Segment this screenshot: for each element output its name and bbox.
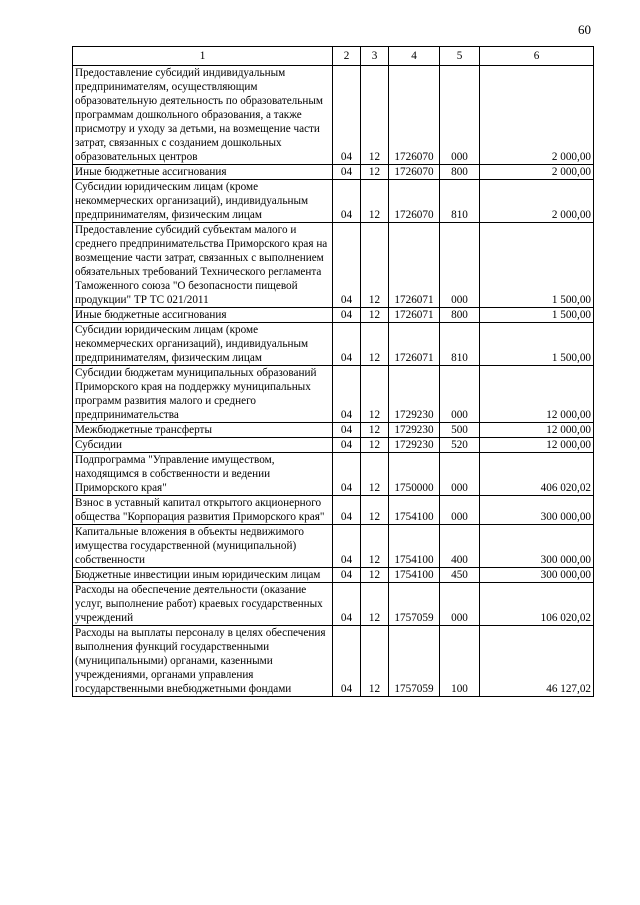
row-name: Иные бюджетные ассигнования: [73, 165, 333, 180]
row-section: 04: [333, 180, 361, 223]
row-expense-type: 400: [440, 525, 480, 568]
row-target-code: 1757059: [389, 626, 440, 697]
row-target-code: 1726071: [389, 223, 440, 308]
row-name: Расходы на выплаты персоналу в целях обеспечения выполнения функций государственными (муниципальными) органами, казенными учреждениями, органами управления государственными внебюджетными фондами: [73, 626, 333, 697]
table-row: [73, 180, 594, 223]
table-row: [73, 323, 594, 366]
row-section: 04: [333, 223, 361, 308]
row-expense-type: 810: [440, 180, 480, 223]
row-target-code: 1729230: [389, 438, 440, 453]
row-target-code: 1729230: [389, 366, 440, 423]
table-row: [73, 223, 594, 308]
row-amount: 1 500,00: [480, 223, 594, 308]
table-row: [73, 496, 594, 525]
row-amount: 1 500,00: [480, 308, 594, 323]
table-row: [73, 165, 594, 180]
row-amount: 300 000,00: [480, 496, 594, 525]
row-section: 04: [333, 423, 361, 438]
row-target-code: 1754100: [389, 525, 440, 568]
row-section: 04: [333, 438, 361, 453]
row-section: 04: [333, 525, 361, 568]
header-row: [73, 47, 594, 66]
row-expense-type: 500: [440, 423, 480, 438]
row-target-code: 1726071: [389, 323, 440, 366]
row-target-code: 1754100: [389, 496, 440, 525]
row-section: 04: [333, 626, 361, 697]
row-section: 04: [333, 308, 361, 323]
row-amount: 12 000,00: [480, 423, 594, 438]
row-subsection: 12: [361, 626, 389, 697]
row-section: 04: [333, 366, 361, 423]
row-subsection: 12: [361, 496, 389, 525]
row-target-code: 1750000: [389, 453, 440, 496]
row-expense-type: 800: [440, 165, 480, 180]
row-subsection: 12: [361, 308, 389, 323]
row-target-code: 1726070: [389, 180, 440, 223]
table-row: [73, 568, 594, 583]
row-target-code: 1726070: [389, 66, 440, 165]
row-amount: 2 000,00: [480, 180, 594, 223]
row-subsection: 12: [361, 180, 389, 223]
row-expense-type: 000: [440, 453, 480, 496]
header-col-6: 6: [480, 47, 594, 66]
row-expense-type: 800: [440, 308, 480, 323]
row-amount: 2 000,00: [480, 66, 594, 165]
row-name: Предоставление субсидий субъектам малого и среднего предпринимательства Приморского края на возмещение части затрат, связанных с выполнением обязательных требований Технического регламента Таможенного союза "О безопасности пищевой продукции" ТР ТС 021/2011: [73, 223, 333, 308]
row-name: Иные бюджетные ассигнования: [73, 308, 333, 323]
row-amount: 12 000,00: [480, 438, 594, 453]
table-header: [73, 47, 594, 66]
row-amount: 1 500,00: [480, 323, 594, 366]
row-subsection: 12: [361, 323, 389, 366]
row-subsection: 12: [361, 525, 389, 568]
header-col-4: 4: [389, 47, 440, 66]
row-subsection: 12: [361, 423, 389, 438]
row-name: Подпрограмма "Управление имуществом, находящимся в собственности и ведении Приморского края": [73, 453, 333, 496]
row-subsection: 12: [361, 583, 389, 626]
row-amount: 300 000,00: [480, 568, 594, 583]
row-subsection: 12: [361, 66, 389, 165]
row-target-code: 1754100: [389, 568, 440, 583]
row-target-code: 1729230: [389, 423, 440, 438]
row-section: 04: [333, 323, 361, 366]
row-section: 04: [333, 496, 361, 525]
table-row: [73, 438, 594, 453]
row-expense-type: 000: [440, 496, 480, 525]
row-subsection: 12: [361, 366, 389, 423]
row-name: Субсидии юридическим лицам (кроме некоммерческих организаций), индивидуальным предпринимателям, физическим лицам: [73, 323, 333, 366]
row-amount: 406 020,02: [480, 453, 594, 496]
row-target-code: 1726071: [389, 308, 440, 323]
table-row: [73, 366, 594, 423]
budget-table: [72, 46, 594, 697]
row-expense-type: 000: [440, 66, 480, 165]
row-name: Взнос в уставный капитал открытого акционерного общества "Корпорация развития Приморского края": [73, 496, 333, 525]
row-target-code: 1757059: [389, 583, 440, 626]
row-name: Субсидии юридическим лицам (кроме некоммерческих организаций), индивидуальным предпринимателям, физическим лицам: [73, 180, 333, 223]
row-expense-type: 000: [440, 223, 480, 308]
row-section: 04: [333, 66, 361, 165]
row-name: Межбюджетные трансферты: [73, 423, 333, 438]
row-expense-type: 100: [440, 626, 480, 697]
page-number: 60: [578, 22, 591, 37]
table-row: [73, 583, 594, 626]
row-section: 04: [333, 568, 361, 583]
row-section: 04: [333, 453, 361, 496]
row-expense-type: 520: [440, 438, 480, 453]
row-amount: 46 127,02: [480, 626, 594, 697]
row-amount: 300 000,00: [480, 525, 594, 568]
row-name: Расходы на обеспечение деятельности (оказание услуг, выполнение работ) краевых государственных учреждений: [73, 583, 333, 626]
row-subsection: 12: [361, 438, 389, 453]
table-row: [73, 66, 594, 165]
row-expense-type: 000: [440, 366, 480, 423]
table-row: [73, 423, 594, 438]
row-subsection: 12: [361, 223, 389, 308]
header-col-2: 2: [333, 47, 361, 66]
row-name: Бюджетные инвестиции иным юридическим лицам: [73, 568, 333, 583]
header-col-3: 3: [361, 47, 389, 66]
header-col-1: 1: [73, 47, 333, 66]
table-row: [73, 525, 594, 568]
row-target-code: 1726070: [389, 165, 440, 180]
row-section: 04: [333, 583, 361, 626]
row-subsection: 12: [361, 453, 389, 496]
row-amount: 12 000,00: [480, 366, 594, 423]
row-name: Капитальные вложения в объекты недвижимого имущества государственной (муниципальной) собственности: [73, 525, 333, 568]
table-row: [73, 453, 594, 496]
table-row: [73, 308, 594, 323]
row-section: 04: [333, 165, 361, 180]
row-subsection: 12: [361, 568, 389, 583]
row-amount: 2 000,00: [480, 165, 594, 180]
row-name: Субсидии бюджетам муниципальных образований Приморского края на поддержку муниципальных программ развития малого и среднего предпринимательства: [73, 366, 333, 423]
row-expense-type: 000: [440, 583, 480, 626]
row-subsection: 12: [361, 165, 389, 180]
row-name: Предоставление субсидий индивидуальным предпринимателям, осуществляющим образовательную деятельность по образовательным программам дошкольного образования, а также присмотру и уходу за детьми, на возмещение части затрат, связанных с созданием дошкольных образовательных центров: [73, 66, 333, 165]
table-row: [73, 626, 594, 697]
header-col-5: 5: [440, 47, 480, 66]
row-name: Субсидии: [73, 438, 333, 453]
table-body: [73, 66, 594, 697]
row-expense-type: 450: [440, 568, 480, 583]
row-expense-type: 810: [440, 323, 480, 366]
row-amount: 106 020,02: [480, 583, 594, 626]
